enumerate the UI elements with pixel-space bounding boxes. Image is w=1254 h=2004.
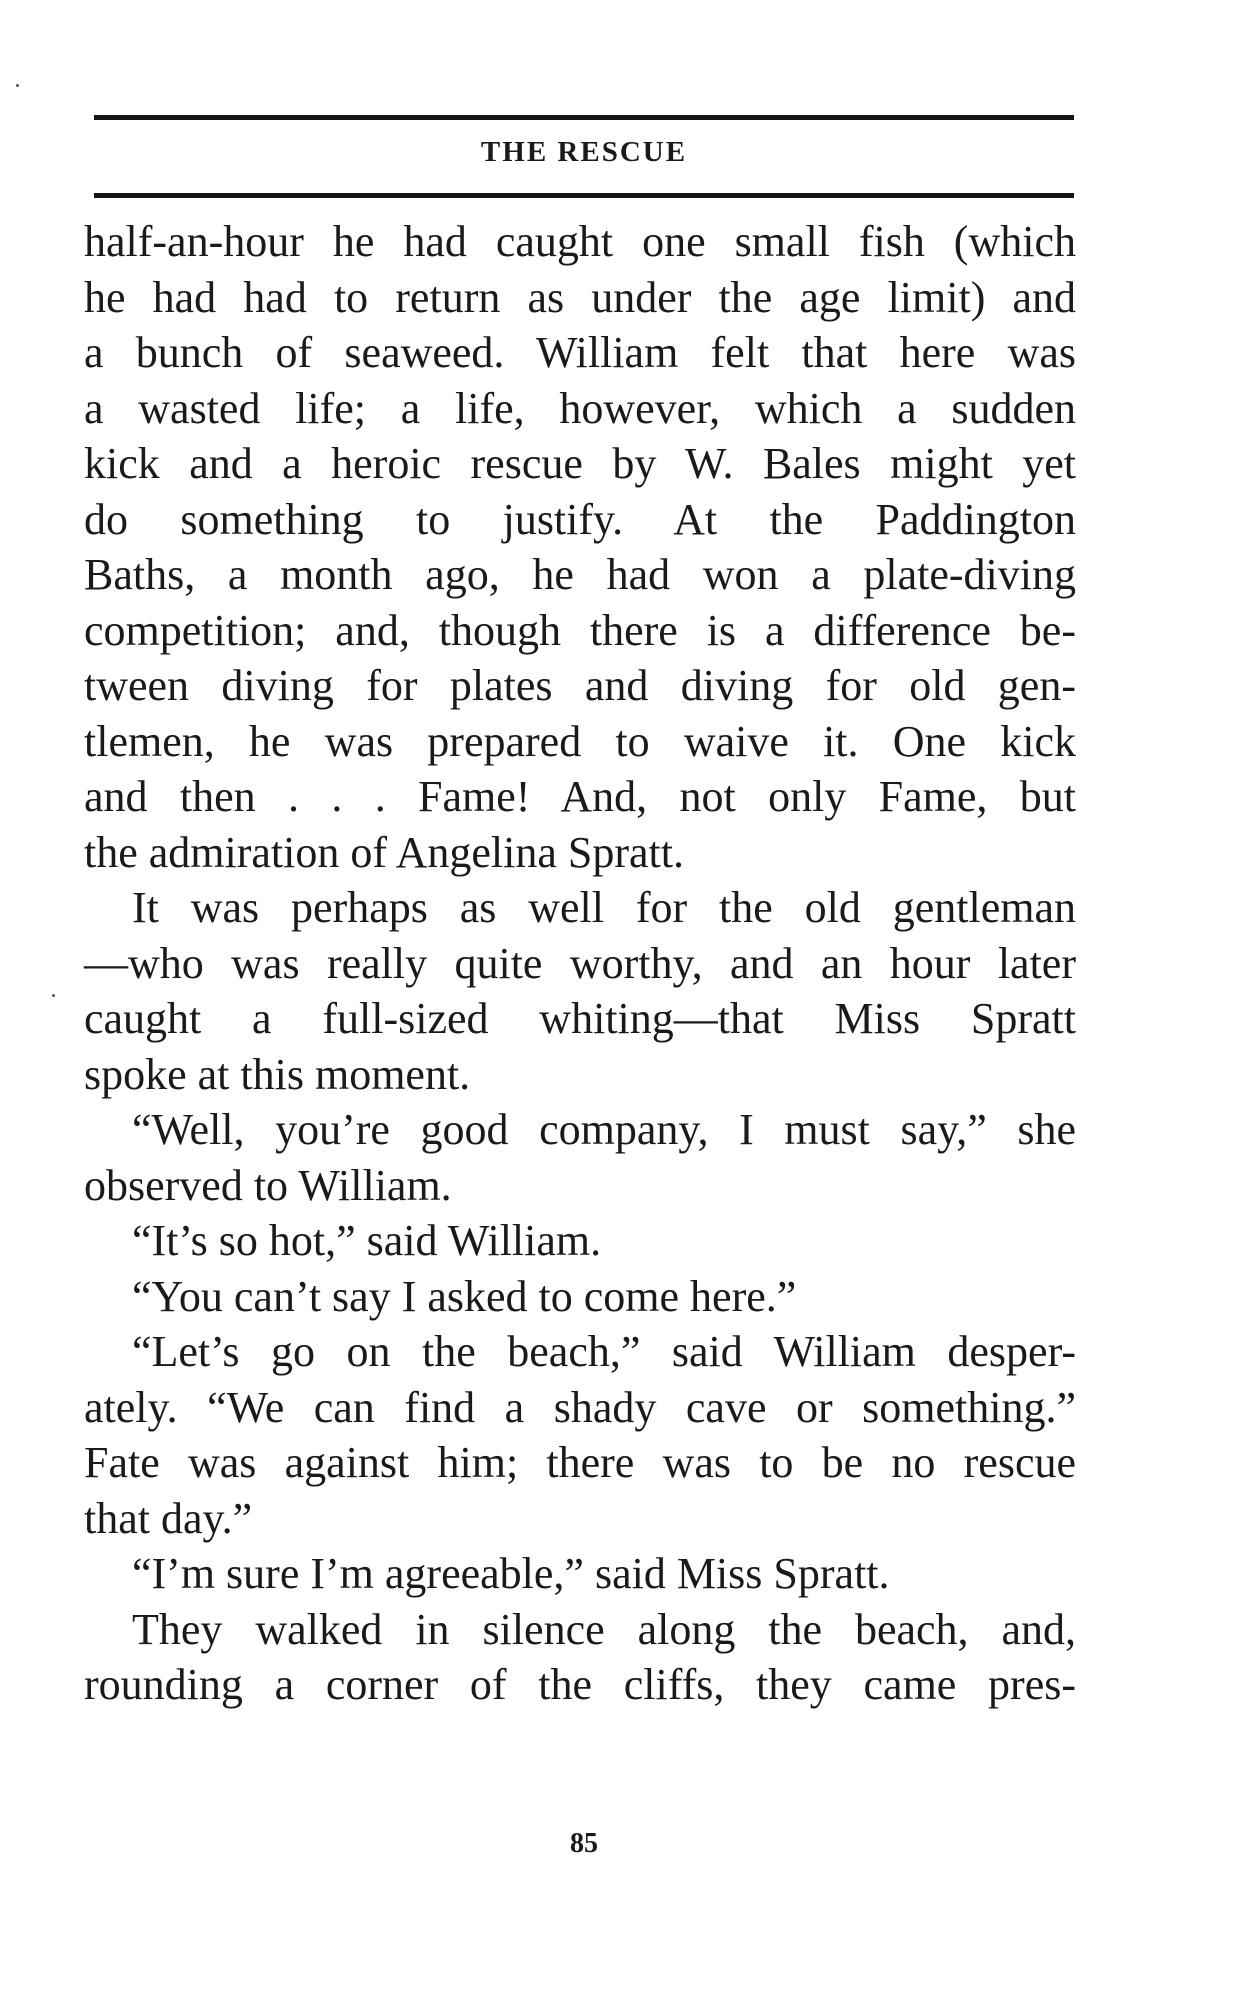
speck: [52, 994, 55, 997]
text-line: tlemen, he was prepared to waive it. One kick: [84, 716, 1076, 766]
text-line: “I’m sure I’m agreeable,” said Miss Spratt.: [132, 1549, 890, 1598]
text-line: —who was really quite worthy, and an hour later: [84, 938, 1076, 988]
running-head: THE RESCUE: [480, 136, 688, 168]
text-line: Baths, a month ago, he had won a plate-diving: [84, 550, 1076, 599]
text-line: “It’s so hot,” said William.: [132, 1216, 602, 1265]
text-line: “Let’s go on the beach,” said William desper-: [132, 1327, 1076, 1376]
text-line: competition; and, though there is a difference be-: [84, 605, 1076, 655]
text-line: tween diving for plates and diving for old gen-: [84, 661, 1076, 710]
body-text: [84, 214, 1076, 1713]
page-number: 85: [570, 1828, 598, 1859]
header-rule-bottom: [94, 193, 1074, 198]
text-line: rounding a corner of the cliffs, they came pres-: [84, 1660, 1076, 1709]
speck: [16, 84, 19, 87]
header-rule-top: [94, 115, 1074, 120]
text-line: kick and a heroic rescue by W. Bales might yet: [84, 439, 1076, 488]
text-line: a bunch of seaweed. William felt that here was: [84, 328, 1076, 377]
text-line: do something to justify. At the Paddington: [84, 494, 1076, 544]
text-line: the admiration of Angelina Spratt.: [84, 827, 684, 877]
text-line: They walked in silence along the beach, and,: [132, 1604, 1076, 1654]
text-line: a wasted life; a life, however, which a sudden: [84, 383, 1076, 433]
text-line: caught a full-sized whiting—that Miss Spratt: [84, 994, 1076, 1043]
text-line: “Well, you’re good company, I must say,” she: [132, 1105, 1076, 1154]
text-line: half-an-hour he had caught one small fish (which: [84, 217, 1076, 266]
text-line: “You can’t say I asked to come here.”: [132, 1271, 797, 1321]
text-line: observed to William.: [84, 1160, 452, 1210]
text-line: that day.”: [84, 1493, 253, 1543]
text-line: he had had to return as under the age limit) and: [84, 272, 1076, 322]
text-line: spoke at this moment.: [84, 1049, 471, 1099]
text-line: ately. “We can find a shady cave or something.”: [84, 1382, 1076, 1432]
text-line: and then . . . Fame! And, not only Fame, but: [84, 772, 1076, 821]
text-line: It was perhaps as well for the old gentleman: [132, 883, 1076, 932]
text-line: Fate was against him; there was to be no rescue: [84, 1438, 1076, 1487]
